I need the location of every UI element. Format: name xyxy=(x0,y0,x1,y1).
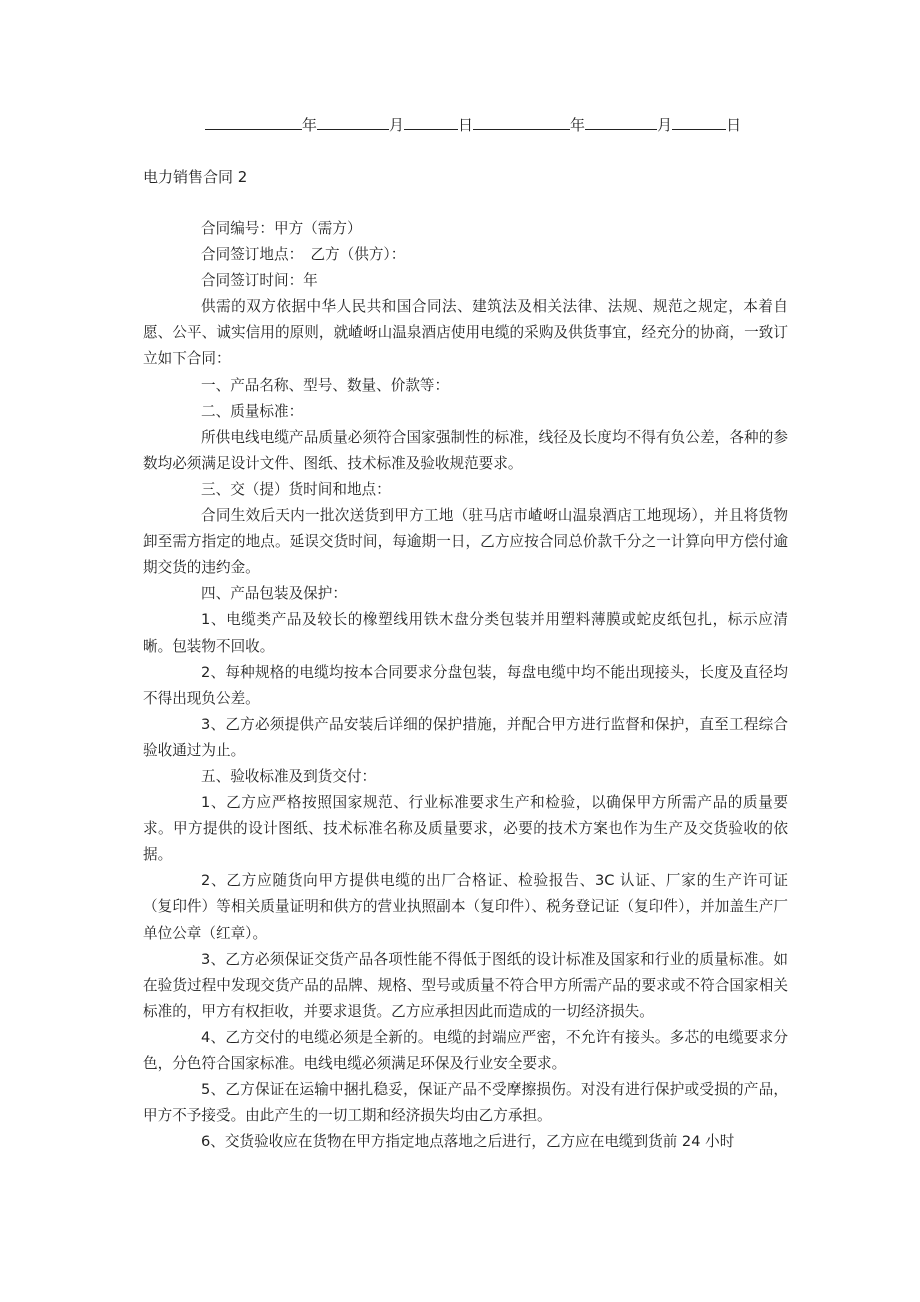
year-label-1: 年 xyxy=(302,116,318,134)
acceptance-clause-1: 1、乙方应严格按照国家规范、行业标准要求生产和检验，以确保甲方所需产品的质量要求。甲方提供的设计图纸、技术标准名称及质量要求，必要的技术方案也作为生产及交货验收的依据。 xyxy=(143,794,788,864)
signing-location-line: 合同签订地点： 乙方（供方）： xyxy=(201,246,406,264)
document-title: 电力销售合同 2 xyxy=(143,168,248,186)
delivery-paragraph: 合同生效后天内一批次送货到甲方工地（驻马店市嵖岈山温泉酒店工地现场），并且将货物卸至需方指定的地点。延误交货时间，每逾期一日，乙方应按合同总价款千分之一计算向甲方偿付逾期交货的违约金。 xyxy=(143,507,788,577)
year-blank-1 xyxy=(205,113,302,130)
contract-number-line: 合同编号：甲方（需方） xyxy=(201,220,362,237)
packaging-clause-2: 2、每种规格的电缆均按本合同要求分盘包装，每盘电缆中均不能出现接头，长度及直径均不得出现负公差。 xyxy=(143,663,788,707)
month-label-2: 月 xyxy=(657,116,673,134)
section-heading-3: 三、交（提）货时间和地点： xyxy=(201,480,391,498)
section-heading-5: 五、验收标准及到货交付： xyxy=(201,767,377,785)
signing-time-line: 合同签订时间：年 xyxy=(201,272,318,290)
preamble-paragraph: 供需的双方依据中华人民共和国合同法、建筑法及相关法律、法规、规范之规定，本着自愿、公平、诚实信用的原则，就嵖岈山温泉酒店使用电缆的采购及供货事宜，经充分的协商，一致订立如下合同： xyxy=(143,298,788,368)
year-label-2: 年 xyxy=(570,116,586,134)
section-heading-2: 二、质量标准： xyxy=(201,402,304,420)
month-label-1: 月 xyxy=(389,116,405,134)
month-blank-1 xyxy=(317,113,389,130)
year-blank-2 xyxy=(473,113,570,130)
day-label-2: 日 xyxy=(726,116,742,134)
month-blank-2 xyxy=(585,113,657,130)
day-blank-1 xyxy=(404,113,458,130)
acceptance-clause-2: 2、乙方应随货向甲方提供电缆的出厂合格证、检验报告、3C 认证、厂家的生产许可证（复印件）等相关质量证明和供方的营业执照副本（复印件）、税务登记证（复印件），并加盖生产厂单位公章（红章）。 xyxy=(143,872,788,942)
packaging-clause-3: 3、乙方必须提供产品安装后详细的保护措施，并配合甲方进行监督和保护，直至工程综合验收通过为止。 xyxy=(143,715,788,759)
section-heading-4: 四、产品包装及保护： xyxy=(201,585,347,603)
date-signature-line xyxy=(205,113,741,136)
acceptance-clause-4: 4、乙方交付的电缆必须是全新的。电缆的封端应严密，不允许有接头。多芯的电缆要求分色，分色符合国家标准。电线电缆必须满足环保及行业安全要求。 xyxy=(143,1028,788,1072)
quality-standard-paragraph: 所供电线电缆产品质量必须符合国家强制性的标准，线径及长度均不得有负公差，各种的参数均必须满足设计文件、图纸、技术标准及验收规范要求。 xyxy=(143,428,788,472)
contract-body xyxy=(143,216,788,1155)
section-heading-1: 一、产品名称、型号、数量、价款等： xyxy=(201,376,450,394)
day-blank-2 xyxy=(672,113,726,130)
day-label-1: 日 xyxy=(458,116,474,134)
acceptance-clause-6: 6、交货验收应在货物在甲方指定地点落地之后进行，乙方应在电缆到货前 24 小时 xyxy=(201,1133,735,1151)
acceptance-clause-5: 5、乙方保证在运输中捆扎稳妥，保证产品不受摩擦损伤。对没有进行保护或受损的产品，甲方不予接受。由此产生的一切工期和经济损失均由乙方承担。 xyxy=(143,1081,788,1125)
acceptance-clause-3: 3、乙方必须保证交货产品各项性能不得低于图纸的设计标准及国家和行业的质量标准。如在验货过程中发现交货产品的品牌、规格、型号或质量不符合甲方所需产品的要求或不符合国家相关标准的，甲方有权拒收，并要求退货。乙方应承担因此而造成的一切经济损失。 xyxy=(143,950,788,1020)
packaging-clause-1: 1、电缆类产品及较长的橡塑线用铁木盘分类包装并用塑料薄膜或蛇皮纸包扎，标示应清晰。包装物不回收。 xyxy=(143,611,788,655)
